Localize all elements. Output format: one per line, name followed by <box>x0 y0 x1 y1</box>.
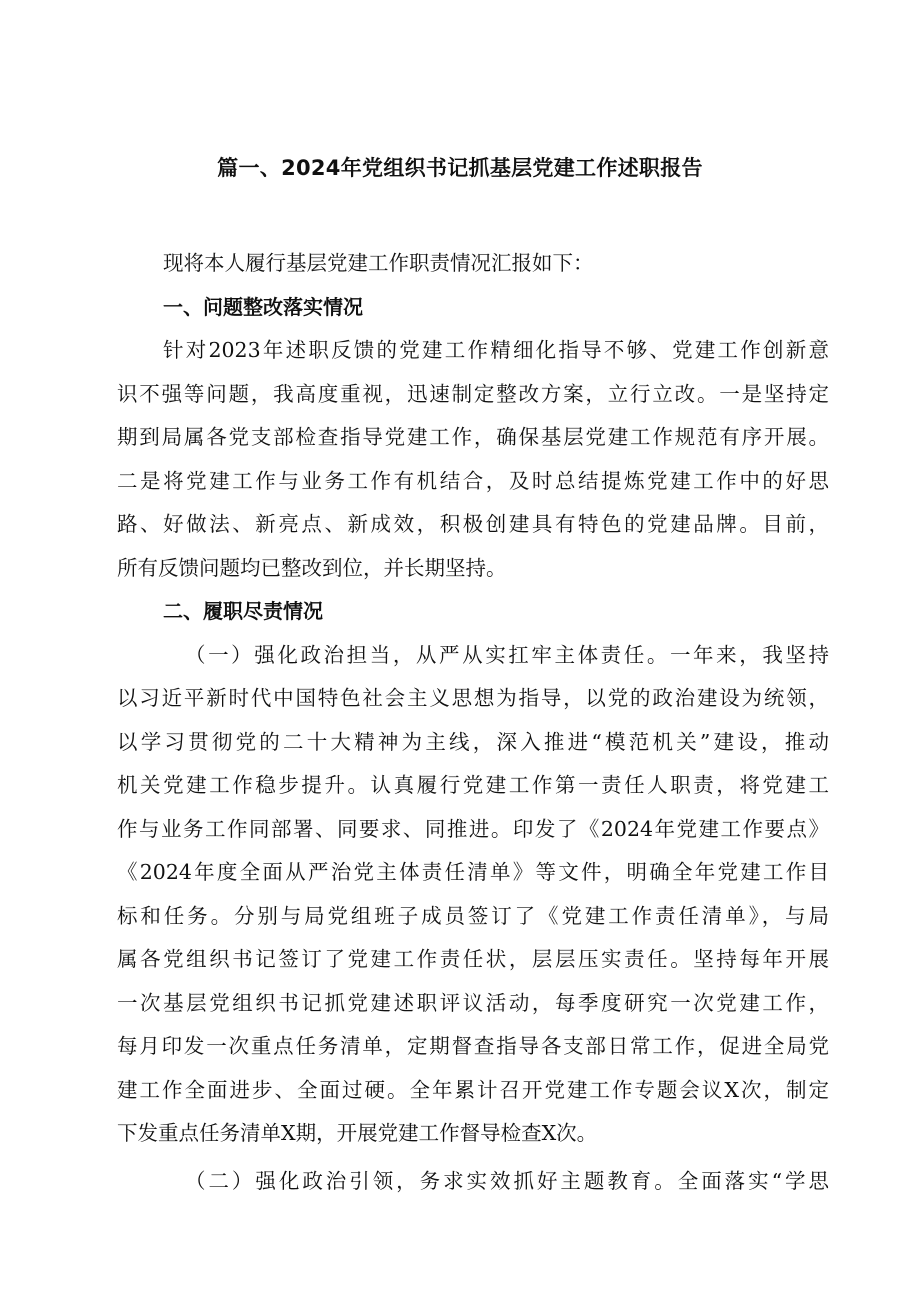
paragraph-line: 路、好做法、新亮点、新成效，积极创建具有特色的党建品牌。目前， <box>117 512 829 536</box>
section-2-heading: 二、履职尽责情况 <box>163 599 323 623</box>
section-2-paragraph-2 <box>117 1160 829 1204</box>
document-title: 篇一、2024年党组织书记抓基层党建工作述职报告 <box>217 156 703 180</box>
section-1-heading: 一、问题整改落实情况 <box>163 294 363 319</box>
paragraph-line: 下发重点任务清单X期，开展党建工作督导检查X次。 <box>117 1121 598 1145</box>
paragraph-line: 属各党组织书记签订了党建工作责任状，层层压实责任。坚持每年开展 <box>117 947 829 971</box>
paragraph-line: 针对2023年述职反馈的党建工作精细化指导不够、党建工作创新意 <box>163 338 829 362</box>
intro-paragraph: 现将本人履行基层党建工作职责情况汇报如下： <box>163 251 594 275</box>
paragraph-line: 机关党建工作稳步提升。认真履行党建工作第一责任人职责，将党建工 <box>117 773 829 797</box>
paragraph-line: 以学习贯彻党的二十大精神为主线，深入推进“模范机关”建设，推动 <box>117 729 829 754</box>
document-body <box>117 242 829 1203</box>
paragraph-line: 识不强等问题，我高度重视，迅速制定整改方案，立行立改。一是坚持定 <box>117 381 829 406</box>
section-2-paragraph-1 <box>117 634 829 1156</box>
paragraph-line: 期到局属各党支部检查指导党建工作，确保基层党建工作规范有序开展。 <box>117 425 829 449</box>
paragraph-line: 所有反馈问题均已整改到位，并长期坚持。 <box>117 555 507 580</box>
paragraph-line: 二是将党建工作与业务工作有机结合，及时总结提炼党建工作中的好思 <box>117 468 829 493</box>
paragraph-line: 一次基层党组织书记抓党建述职评议活动，每季度研究一次党建工作， <box>117 990 829 1015</box>
section-1-paragraph <box>117 329 829 590</box>
paragraph-line: 作与业务工作同部署、同要求、同推进。印发了《2024年党建工作要点》 <box>117 816 829 841</box>
paragraph-line: 以习近平新时代中国特色社会主义思想为指导，以党的政治建设为统领， <box>117 686 829 710</box>
paragraph-line: 标和任务。分别与局党组班子成员签订了《党建工作责任清单》，与局 <box>117 903 829 928</box>
paragraph-line: 《2024年度全面从严治党主体责任清单》等文件，明确全年党建工作目 <box>117 860 829 884</box>
paragraph-line: （二）强化政治引领，务求实效抓好主题教育。全面落实“学思 <box>185 1168 829 1193</box>
paragraph-line: 每月印发一次重点任务清单，定期督查指导各支部日常工作，促进全局党 <box>117 1034 829 1058</box>
paragraph-line: （一）强化政治担当，从严从实扛牢主体责任。一年来，我坚持 <box>185 642 829 667</box>
paragraph-line: 建工作全面进步、全面过硬。全年累计召开党建工作专题会议X次，制定 <box>117 1077 829 1102</box>
